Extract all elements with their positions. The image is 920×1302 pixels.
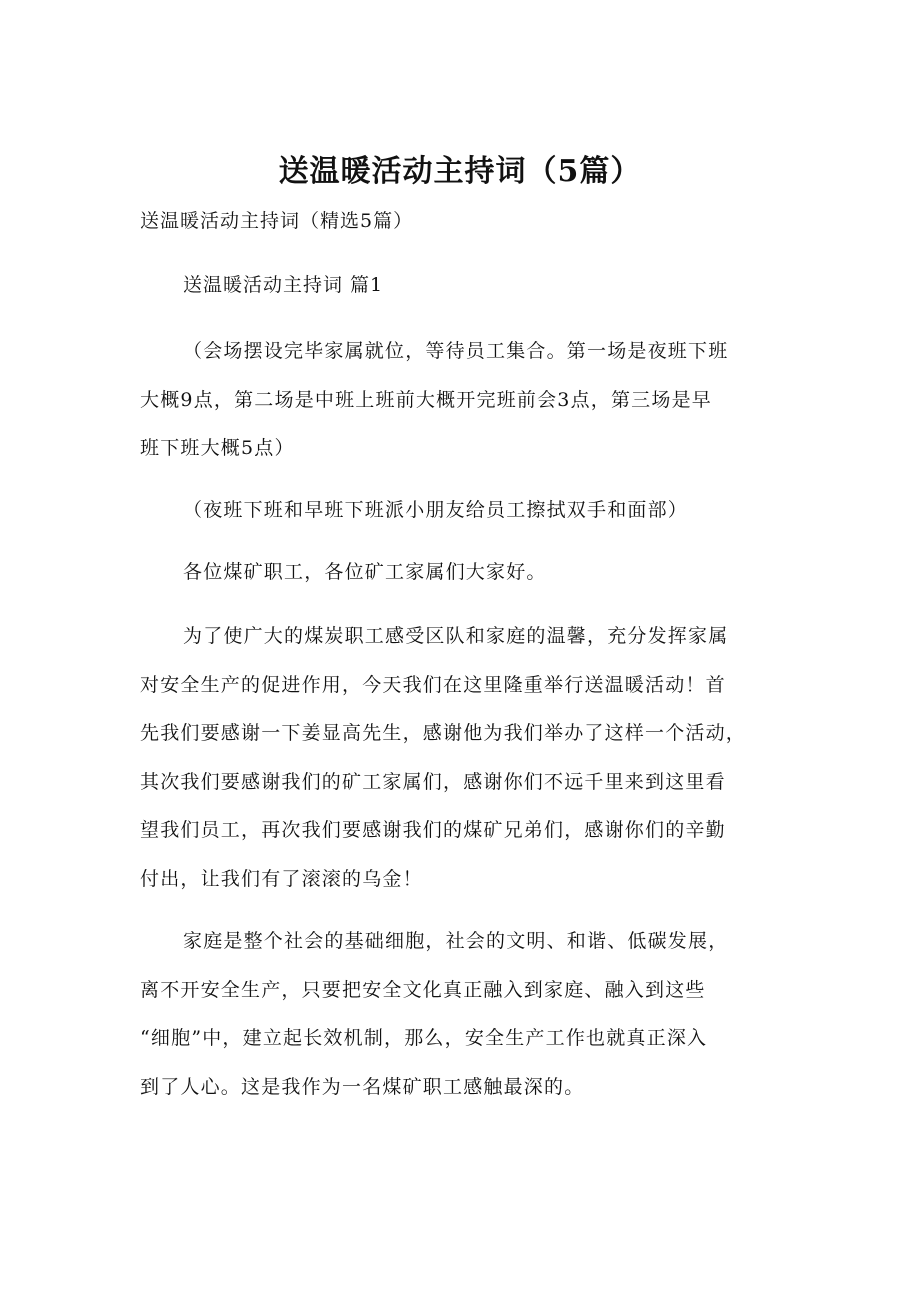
document-subtitle: 送温暖活动主持词（精选5篇）	[140, 210, 414, 232]
paragraph-greeting	[140, 548, 790, 597]
paragraph-line: 大概9点，第二场是中班上班前大概开完班前会3点，第三场是早	[140, 388, 712, 411]
paragraph-line: （会场摆设完毕家属就位，等待员工集合。第一场是夜班下班	[183, 340, 729, 362]
paragraph-venue-note	[140, 327, 790, 473]
paragraph-line: （夜班下班和早班下班派小朋友给员工擦拭双手和面部）	[183, 499, 689, 521]
paragraph-line: “细胞”中，建立起长效机制，那么，安全生产工作也就真正深入	[140, 1027, 708, 1050]
paragraph-line: 家庭是整个社会的基础细胞，社会的文明、和谐、低碳发展，	[183, 930, 729, 952]
paragraph-children-note	[140, 486, 790, 535]
document-title: 送温暖活动主持词（5篇）	[278, 154, 642, 189]
paragraph-line: 望我们员工，再次我们要感谢我们的煤矿兄弟们，感谢你们的辛勤	[140, 819, 726, 842]
paragraph-line: 对安全生产的促进作用，今天我们在这里隆重举行送温暖活动！首	[140, 673, 726, 696]
paragraph-family-safety	[140, 917, 790, 1111]
paragraph-line: 各位煤矿职工，各位矿工家属们大家好。	[183, 561, 547, 583]
paragraph-line: 离不开安全生产，只要把安全文化真正融入到家庭、融入到这些	[140, 978, 706, 1001]
paragraph-line: 付出，让我们有了滚滚的乌金！	[140, 867, 423, 890]
paragraph-line: 班下班大概5点）	[140, 437, 295, 460]
paragraph-line: 为了使广大的煤炭职工感受区队和家庭的温馨，充分发挥家属	[183, 625, 729, 647]
paragraph-thanks	[140, 612, 790, 904]
paragraph-line: 其次我们要感谢我们的矿工家属们，感谢你们不远千里来到这里看	[140, 770, 726, 793]
section-heading: 送温暖活动主持词 篇1	[183, 274, 384, 296]
paragraph-line: 到了人心。这是我作为一名煤矿职工感触最深的。	[140, 1075, 585, 1098]
paragraph-line: 先我们要感谢一下姜显高先生，感谢他为我们举办了这样一个活动，	[140, 722, 747, 745]
